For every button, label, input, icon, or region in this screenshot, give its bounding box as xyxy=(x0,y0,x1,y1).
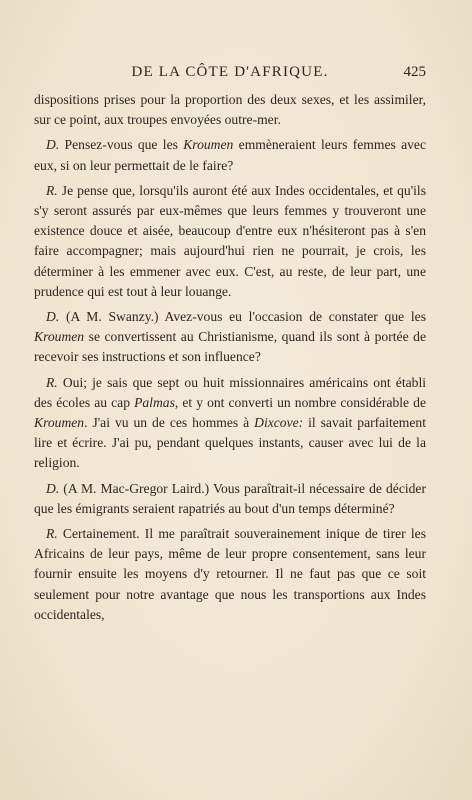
text-segment: il savait parfaitement lire et écrire. J'ai pu, pendant quelques instants, causer avec lui de la religion. xyxy=(34,415,426,471)
paragraph xyxy=(34,181,426,302)
text-segment: (A M. Swanzy.) Avez-vous eu l'occasion de constater que les xyxy=(59,309,426,325)
paragraph xyxy=(34,373,426,474)
paragraph xyxy=(34,307,426,368)
text-segment: Pensez-vous que les xyxy=(59,137,184,153)
paragraph xyxy=(34,524,426,625)
text-segment: dispositions prises pour la proportion des deux sexes, et les assimiler, sur ce point, aux troupes envoyées outre-mer. xyxy=(34,92,426,128)
running-head: DE LA CÔTE D'AFRIQUE. xyxy=(131,64,329,80)
speaker-label: R. xyxy=(46,374,58,390)
text-segment: . J'ai vu un de ces hommes à xyxy=(84,415,255,431)
italic-term: Kroumen xyxy=(34,415,85,431)
italic-term: Kroumen xyxy=(34,329,85,345)
paragraph xyxy=(34,135,426,175)
text-segment: , et y ont converti un nombre considérable de xyxy=(174,394,426,410)
text-segment: Certainement. Il me paraîtrait souverainement inique de tirer les Africains de leur pays, même de leur propre consentement, sans leur fournir ensuite les moyens d'y retourner. Il ne faut pas que ce soit seulement pour notre avantage que nous les transportions aux Indes occidentales, xyxy=(34,526,426,622)
text-segment: Oui; je sais que sept ou huit missionnaires américains ont établi des écoles au cap xyxy=(34,374,426,410)
page-header xyxy=(34,64,426,86)
speaker-label: D. xyxy=(46,309,60,325)
speaker-label: D. xyxy=(46,137,60,153)
text-segment: Je pense que, lorsqu'ils auront été aux Indes occidentales, et qu'ils s'y seront assurés par eux-mêmes que leurs femmes y trouveront une existence douce et aisée, beaucoup d'entre eux n'hésiteront pas à s'en faire accompagner; mais aujourd'hui rien ne pourrait, je crois, les déterminer à les emmener avec eux. C'est, au reste, de leur part, une prudence qui est tout à leur louange. xyxy=(34,182,426,299)
paragraph xyxy=(34,90,426,130)
text-segment: emmèneraient leurs femmes avec eux, si on leur permettait de le faire? xyxy=(34,137,426,173)
paragraph xyxy=(34,479,426,519)
text-segment: (A M. Mac-Gregor Laird.) Vous paraîtrait-il nécessaire de décider que les émigrants seraient rapatriés au bout d'un temps déterminé? xyxy=(34,480,426,516)
speaker-label: R. xyxy=(46,182,58,198)
body-text xyxy=(34,90,426,630)
italic-term: Palmas xyxy=(134,394,175,410)
italic-term: Dixcove: xyxy=(254,415,304,431)
page-number: 425 xyxy=(403,64,426,80)
text-segment: se convertissent au Christianisme, quand ils sont à portée de recevoir ses instructions et son influence? xyxy=(34,329,426,365)
speaker-label: R. xyxy=(46,526,58,542)
speaker-label: D. xyxy=(46,480,60,496)
italic-term: Kroumen xyxy=(183,137,234,153)
